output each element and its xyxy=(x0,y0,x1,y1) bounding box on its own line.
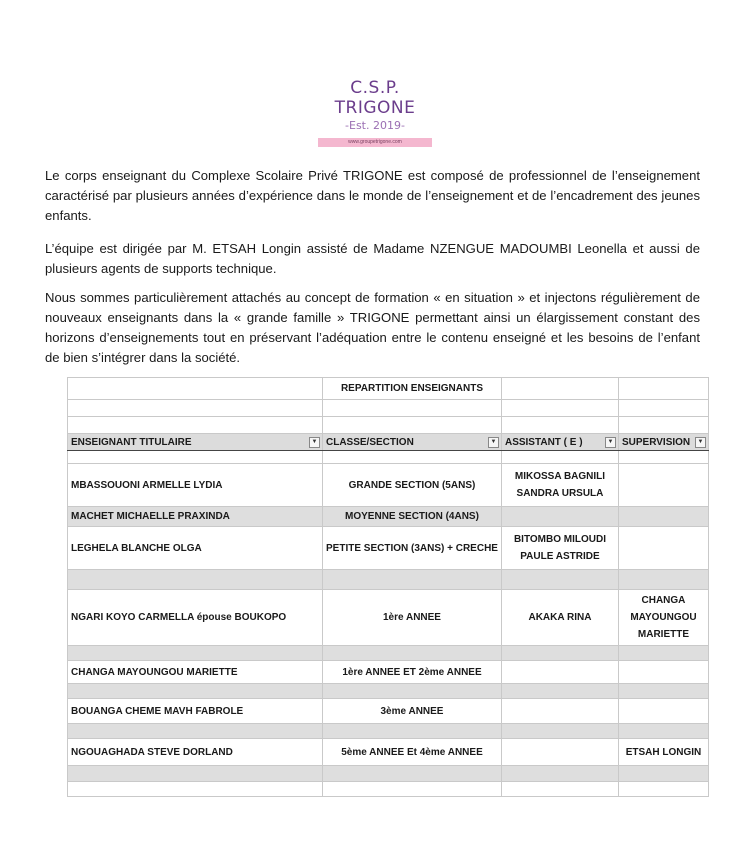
assistant-cell xyxy=(501,661,618,684)
table-row xyxy=(68,590,709,646)
supervision-cell xyxy=(618,724,708,739)
table-row xyxy=(68,464,709,507)
supervision-cell: CHANGA MAYOUNGOU MARIETTE xyxy=(618,590,708,646)
class-cell: 1ère ANNEE xyxy=(323,590,502,646)
logo-name: C.S.P. TRIGONE xyxy=(334,78,416,118)
teacher-cell: NGARI KOYO CARMELLA épouse BOUKOPO xyxy=(68,590,323,646)
triangle-down-icon[interactable]: ▼ xyxy=(605,437,616,448)
teacher-cell: MBASSOUONI ARMELLE LYDIA xyxy=(68,464,323,507)
assistant-cell xyxy=(501,699,618,724)
table-row xyxy=(68,684,709,699)
supervision-cell xyxy=(618,699,708,724)
table-row xyxy=(68,699,709,724)
table-row xyxy=(68,739,709,766)
intro-paragraph-2: L’équipe est dirigée par M. ETSAH Longin assisté de Madame NZENGUE MADOUMBI Leonella et aussi de plusieurs agents de supports technique. xyxy=(45,241,700,276)
triangle-down-icon[interactable]: ▼ xyxy=(695,437,706,448)
assistant-cell xyxy=(501,766,618,782)
intro-paragraph-1: Le corps enseignant du Complexe Scolaire Privé TRIGONE est composé de professionnel de l’enseignement caractérisé par plusieurs années d’expérience dans le monde de l’enseignement et de l’encadrement des jeunes enfants. xyxy=(45,168,700,223)
class-cell: 3ème ANNEE xyxy=(323,699,502,724)
table-row xyxy=(68,527,709,570)
supervision-cell xyxy=(618,684,708,699)
class-cell xyxy=(323,646,502,661)
supervision-cell xyxy=(618,570,708,590)
class-cell: PETITE SECTION (3ANS) + CRECHE xyxy=(323,527,502,570)
table-row xyxy=(68,570,709,590)
spacer-row xyxy=(68,451,709,464)
table-row xyxy=(68,646,709,661)
assistant-cell xyxy=(501,739,618,766)
teacher-cell: CHANGA MAYOUNGOU MARIETTE xyxy=(68,661,323,684)
assistant-cell: BITOMBO MILOUDI PAULE ASTRIDE xyxy=(501,527,618,570)
teacher-cell: BOUANGA CHEME MAVH FABROLE xyxy=(68,699,323,724)
teacher-cell: MACHET MICHAELLE PRAXINDA xyxy=(68,507,323,527)
class-cell xyxy=(323,684,502,699)
teacher-cell xyxy=(68,570,323,590)
class-cell xyxy=(323,570,502,590)
table-title: REPARTITION ENSEIGNANTS xyxy=(323,378,502,400)
triangle-down-icon[interactable]: ▼ xyxy=(488,437,499,448)
class-cell: 5ème ANNEE Et 4ème ANNEE xyxy=(323,739,502,766)
assistant-cell xyxy=(501,646,618,661)
supervision-cell xyxy=(618,661,708,684)
assistant-cell xyxy=(501,684,618,699)
header-supervision[interactable]: SUPERVISION ▼ xyxy=(618,434,708,451)
teacher-distribution-table xyxy=(67,377,709,797)
header-teacher[interactable]: ENSEIGNANT TITULAIRE ▼ xyxy=(68,434,323,451)
class-cell: 1ère ANNEE ET 2ème ANNEE xyxy=(323,661,502,684)
supervision-cell: ETSAH LONGIN xyxy=(618,739,708,766)
class-cell xyxy=(323,766,502,782)
spacer-row xyxy=(68,400,709,417)
teacher-cell xyxy=(68,646,323,661)
assistant-cell: AKAKA RINA xyxy=(501,590,618,646)
supervision-cell xyxy=(618,646,708,661)
class-cell xyxy=(323,724,502,739)
teacher-cell xyxy=(68,766,323,782)
supervision-cell xyxy=(618,527,708,570)
table-row xyxy=(68,766,709,782)
teacher-cell: LEGHELA BLANCHE OLGA xyxy=(68,527,323,570)
table-row xyxy=(68,507,709,527)
triangle-down-icon[interactable]: ▼ xyxy=(309,437,320,448)
header-assistant[interactable]: ASSISTANT ( E ) ▼ xyxy=(501,434,618,451)
supervision-cell xyxy=(618,766,708,782)
assistant-cell xyxy=(501,570,618,590)
teacher-cell xyxy=(68,684,323,699)
assistant-cell xyxy=(501,724,618,739)
table-row xyxy=(68,661,709,684)
spacer-row xyxy=(68,782,709,797)
logo-established: -Est. 2019- xyxy=(345,119,405,132)
table-header-row xyxy=(68,434,709,451)
school-logo xyxy=(316,78,434,145)
class-cell: GRANDE SECTION (5ANS) xyxy=(323,464,502,507)
intro-paragraph-3: Nous sommes particulièrement attachés au concept de formation « en situation » et injectons régulièrement de nouveaux enseignants dans la « grande famille » TRIGONE permettant ainsi un élargissement constant des horizons d’enseignements tout en préservant l’adéquation entre le contenu enseigné et les besoins de l’enfant de bien s’intégrer dans la société. xyxy=(45,290,700,365)
logo-website: www.groupetrigone.com xyxy=(318,138,432,147)
table-row xyxy=(68,724,709,739)
supervision-cell xyxy=(618,507,708,527)
supervision-cell xyxy=(618,464,708,507)
spacer-row xyxy=(68,417,709,434)
class-cell: MOYENNE SECTION (4ANS) xyxy=(323,507,502,527)
table-title-row xyxy=(68,378,709,400)
teacher-cell xyxy=(68,724,323,739)
teacher-cell: NGOUAGHADA STEVE DORLAND xyxy=(68,739,323,766)
assistant-cell: MIKOSSA BAGNILI SANDRA URSULA xyxy=(501,464,618,507)
header-class[interactable]: CLASSE/SECTION ▼ xyxy=(323,434,502,451)
assistant-cell xyxy=(501,507,618,527)
